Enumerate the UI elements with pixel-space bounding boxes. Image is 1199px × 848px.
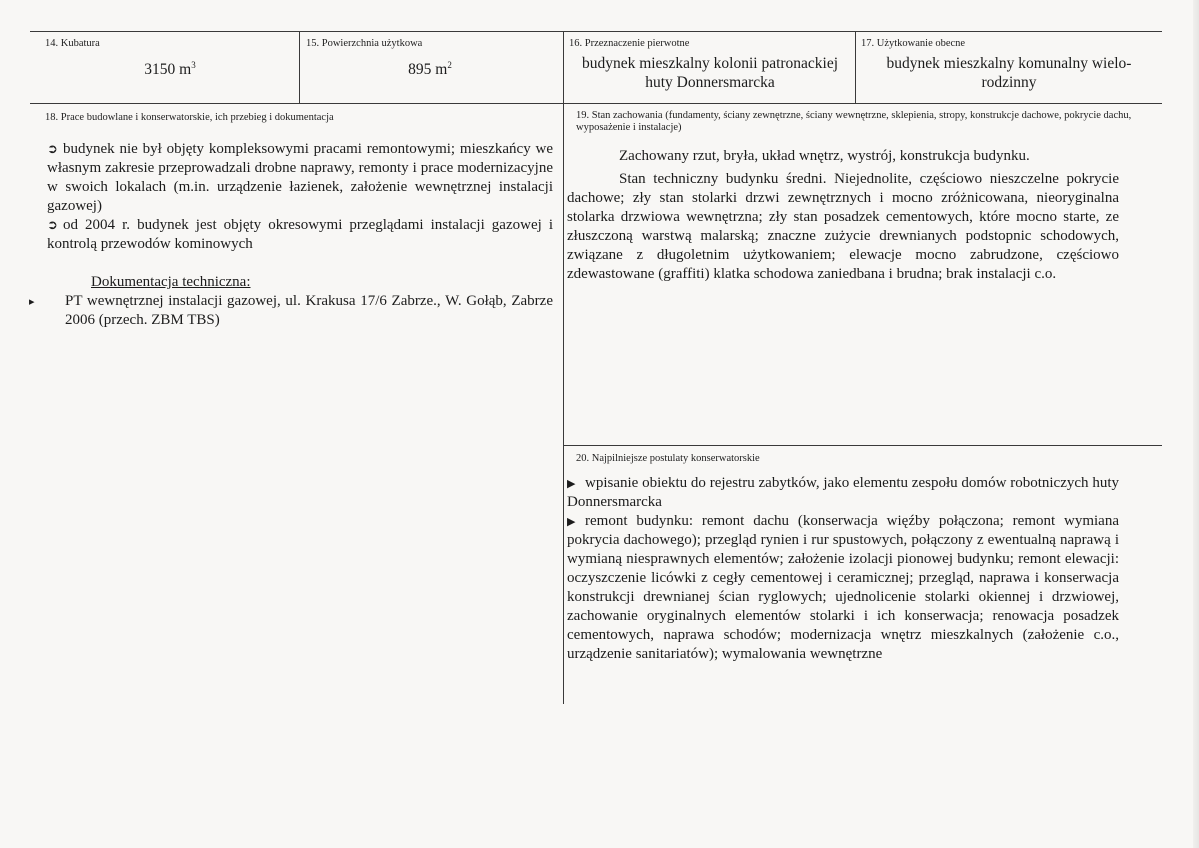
prace-item-2: ➲ od 2004 r. budynek jest objęty okresowymi przeglądami instalacji gazowej i kontrolą przewodów kominowych xyxy=(47,217,553,252)
stan-label: 19. Stan zachowania (fundamenty, ściany zewnętrzne, ściany wewnętrzne, sklepienia, stropy, konstrukcje dachowe, pokrycie dachu, wyposażenie i instalacje) xyxy=(576,110,1132,133)
powierzchnia-label: 15. Powierzchnia użytkowa xyxy=(306,38,423,49)
right-arrow-icon: ➲ xyxy=(47,218,58,233)
triangle-bullet-icon: ▸ xyxy=(29,295,35,308)
przeznaczenie-value: budynek mieszkalny kolonii patronackiej huty Donnersmarcka xyxy=(581,55,839,91)
divider-main xyxy=(563,31,564,704)
prace-body xyxy=(29,140,553,330)
triangle-bullet-icon: ▶ xyxy=(567,515,576,528)
uzytkowanie-label: 17. Użytkowanie obecne xyxy=(861,38,966,49)
dokumentacja-item: ▸ PT wewnętrznej instalacji gazowej, ul. Krakusa 17/6 Zabrze., W. Gołąb, Zabrze 2006 (przech. ZBM TBS) xyxy=(29,293,553,328)
prace-item-1: ➲ budynek nie był objęty kompleksowymi pracami remontowymi; mieszkańcy we własnym zakresie przeprowadzali drobne naprawy, remonty i prace modernizacyjne w swoich lokalach (m.in. urządzenie łazienek, założenie wewnętrznej instalacji gazowej) xyxy=(47,141,553,214)
postulaty-body xyxy=(567,474,1119,664)
right-arrow-icon: ➲ xyxy=(47,142,58,157)
uzytkowanie-value: budynek mieszkalny komunalny wielo- rodzinny xyxy=(886,55,1132,91)
powierzchnia-value: 895 $m^2$ xyxy=(408,59,452,78)
stan-body xyxy=(567,147,1119,284)
kubatura-label: 14. Kubatura xyxy=(45,38,100,49)
triangle-bullet-icon: ▶ xyxy=(567,477,576,490)
section19-bottom-border xyxy=(563,445,1162,446)
row1-bottom-border xyxy=(30,103,1162,104)
stan-paragraph-2: Stan techniczny budynku średni. Niejednolite, częściowo nieszczelne pokrycie dachowe; zły stan stolarki drzwi zewnętrznych i mocno zróżnicowana, nieoryginalna stolarka drzwiowa wewnętrzna; zły stan posadzek cementowych, które mocno starte, ze złuszczoną warstwą malarską; znaczne zużycie drewnianych podstopnic schodowych, związane z długoletnim użytkowaniem; elewacje mocno zabrudzone, częściowo zdewastowane (graffiti) klatka schodowa zaniedbana i brudna; brak instalacji c.o. xyxy=(567,171,1119,282)
page-edge xyxy=(1193,0,1199,848)
prace-label: 18. Prace budowlane i konserwatorskie, ich przebieg i dokumentacja xyxy=(45,112,334,123)
stan-paragraph-1: Zachowany rzut, bryła, układ wnętrz, wystrój, konstrukcja budynku. xyxy=(619,148,1030,164)
divider-16-17 xyxy=(855,31,856,103)
postulaty-item-1: ▶ wpisanie obiektu do rejestru zabytków, jako elementu zespołu domów robotniczych huty Donnersmarcka xyxy=(567,475,1119,510)
postulaty-item-2: ▶ remont budynku: remont dachu (konserwacja więźby połączona; remont wymiana pokrycia dachowego); przegląd rynien i rur spustowych, połączony z ewentualną naprawą i wymianą niesprawnych elementów; założenie izolacji pionowej budynku; remont elewacji: oczyszczenie licówki z cegły cementowej i ceramicznej; przegląd, naprawa i konserwacja konstrukcji drewnianej ścian ryglowych; ujednolicenie stolarki okiennej i drzwiowej, zachowanie oryginalnych elementów stolarki i ich konserwacja; renowacja posadzek cementowych, naprawa schodów; modernizacja wnętrz mieszkalnych (założenie c.o., urządzenie sanitariatów); wymalowania wewnętrzne xyxy=(567,513,1119,662)
przeznaczenie-label: 16. Przeznaczenie pierwotne xyxy=(569,38,690,49)
dokumentacja-heading: Dokumentacja techniczna: xyxy=(91,274,251,290)
divider-14-15 xyxy=(299,31,300,103)
kubatura-value: 3150 $m^3$ xyxy=(144,59,196,78)
postulaty-label: 20. Najpilniejsze postulaty konserwatorskie xyxy=(576,453,760,464)
top-border xyxy=(30,31,1162,32)
